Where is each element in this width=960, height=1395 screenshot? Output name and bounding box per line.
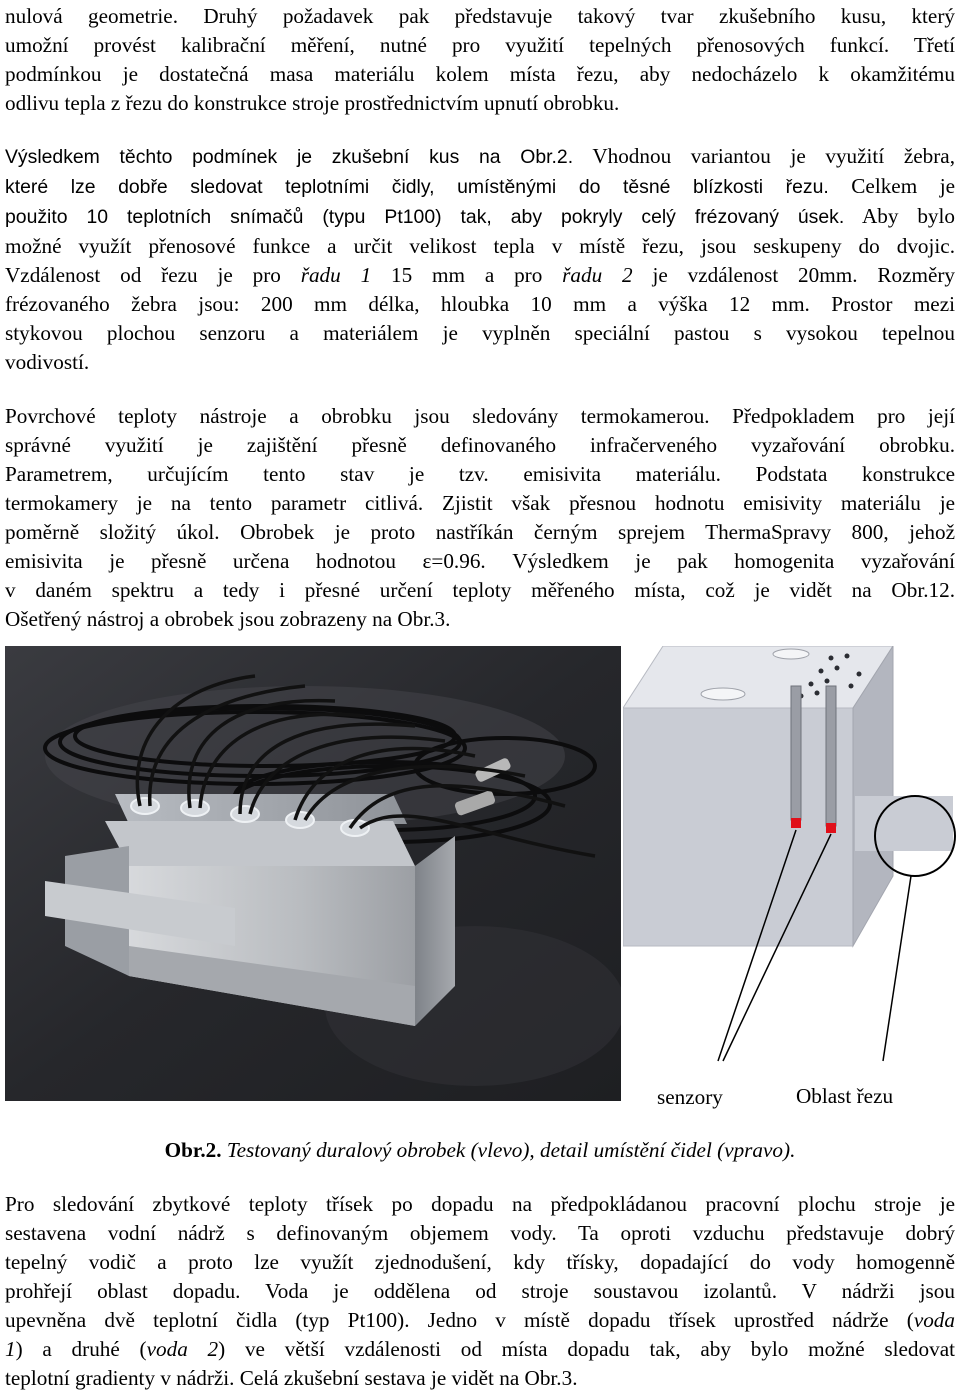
text-run: ) ve větší vzdálenosti od místa dopadu tak, aby bylo možné sledovat (218, 1337, 955, 1361)
paragraph-3 (5, 402, 955, 634)
text-line: možné využít přenosové funkce a určit velikost tepla v místě řezu, jsou seskupeny do dvojic. (5, 234, 955, 258)
sensor-tip-2 (826, 823, 836, 833)
paragraph-1 (5, 2, 955, 118)
text-run: Celkem je (828, 174, 955, 198)
text-line: vodivostí. (5, 350, 90, 374)
text-run: Vzdálenost od řezu je pro (5, 263, 301, 287)
label-cut-area: Oblast řezu (796, 1084, 894, 1108)
text-run: upevněna dvě teplotní čidla (typ Pt100). Jedno v místě dopadu třísek uprostřed nádrže ( (5, 1308, 914, 1332)
paragraph-2 (5, 142, 955, 377)
block-top-face (623, 646, 893, 708)
text-line: odlivu tepla z řezu do konstrukce stroje prostřednictvím upnutí obrobku. (5, 91, 620, 115)
text-run: použito 10 teplotních snímačů (typu Pt100) tak, aby pokryly celý frézovaný úsek. (5, 206, 845, 228)
text-line: sestavena vodní nádrž s definovaným objemem vody. Ta oproti vzduchu představuje dobrý (5, 1221, 955, 1245)
text-line: nulová geometrie. Druhý požadavek pak představuje takový tvar zkušebního kusu, který (5, 4, 955, 28)
block-front-face (623, 708, 853, 946)
italic-run: voda 2 (146, 1337, 219, 1361)
paragraph-4 (5, 1190, 955, 1393)
text-line (5, 142, 955, 172)
text-line (5, 1306, 955, 1335)
figure-obr-2 (5, 646, 955, 1109)
caption-number: Obr.2. (164, 1138, 222, 1162)
text-run: ) a druhé ( (15, 1337, 147, 1361)
hole-top (701, 688, 745, 700)
text-run: Vhodnou variantou je využití žebra, (573, 144, 955, 168)
text-line: Ošetřený nástroj a obrobek jsou zobrazeny na Obr.3. (5, 607, 451, 631)
text-line: teplotní gradienty v nádrži. Celá zkušební sestava je vidět na Obr.3. (5, 1366, 578, 1390)
italic-run: 1 (5, 1337, 16, 1361)
caption-text: Testovaný duralový obrobek (vlevo), detail umístění čidel (vpravo). (226, 1138, 796, 1162)
italic-run: voda (913, 1308, 955, 1332)
italic-run: řadu 2 (562, 263, 633, 287)
text-line: stykovou plochou senzoru a materiálem je vyplněn speciální pastou s vysokou tepelnou (5, 321, 955, 345)
label-sensors: senzory (657, 1085, 723, 1109)
text-line: podmínkou je dostatečná masa materiálu kolem místa řezu, aby nedocházelo k okamžitému (5, 62, 955, 86)
text-line: Parametrem, určujícím tento stav je tzv. emisivita materiálu. Podstata konstrukce (5, 462, 955, 486)
text-line: emisivita je přesně určena hodnotou ε=0.96. Výsledkem je pak homogenita vyzařování (5, 549, 955, 573)
hole-top (773, 649, 809, 659)
figure-caption (0, 1136, 960, 1165)
text-line: poměrně složitý úkol. Obrobek je proto nastříkán černým sprejem ThermaSpravy 800, jehož (5, 520, 955, 544)
text-line (5, 172, 955, 202)
sensor-detail-drawing (623, 646, 960, 1104)
text-run: Výsledkem těchto podmínek je zkušební kus na Obr.2. (5, 146, 574, 168)
sensor-tip-1 (791, 818, 801, 828)
text-line: termokamery je na tento parametr citlivá. Zjistit však přesnou hodnotu emisivity materiálu je (5, 491, 955, 515)
text-line: tepelný vodič a proto lze využít zjednodušení, kdy třísky, dopadající do vody homogenně (5, 1250, 955, 1274)
sensor-rod-1 (791, 686, 801, 820)
text-run: 15 mm a pro (371, 263, 563, 287)
text-run: které lze dobře sledovat teplotními čidly, umístěnými do těsné blízkosti řezu. (5, 176, 829, 198)
text-line: frézovaného žebra jsou: 200 mm délka, hloubka 10 mm a výška 12 mm. Prostor mezi (5, 292, 955, 316)
text-line (5, 261, 955, 290)
text-line (5, 202, 955, 232)
text-run: je vzdálenost 20mm. Rozměry (632, 263, 956, 287)
text-line: správné využití je zajištění přesně definovaného infračerveného vyzařování obrobku. (5, 433, 955, 457)
sensor-rod-2 (826, 686, 836, 826)
text-line: prohřejí oblast dopadu. Voda je oddělena od stroje soustavou izolantů. V nádrži jsou (5, 1279, 955, 1303)
workpiece-photo (5, 646, 621, 1101)
text-line (5, 1335, 955, 1364)
text-line: v daném spektru a tedy i přesné určení teploty měřeného místa, což je vidět na Obr.12. (5, 578, 955, 602)
text-line: umožní provést kalibrační měření, nutné pro využití tepelných přenosových funkcí. Třetí (5, 33, 955, 57)
text-line: Povrchové teploty nástroje a obrobku jsou sledovány termokamerou. Předpokladem pro její (5, 404, 955, 428)
leader-line (883, 876, 911, 1061)
text-line: Pro sledování zbytkové teploty třísek po dopadu na předpokládanou pracovní plochu stroje je (5, 1192, 955, 1216)
italic-run: řadu 1 (300, 263, 372, 287)
text-run: Aby bylo (844, 204, 955, 228)
